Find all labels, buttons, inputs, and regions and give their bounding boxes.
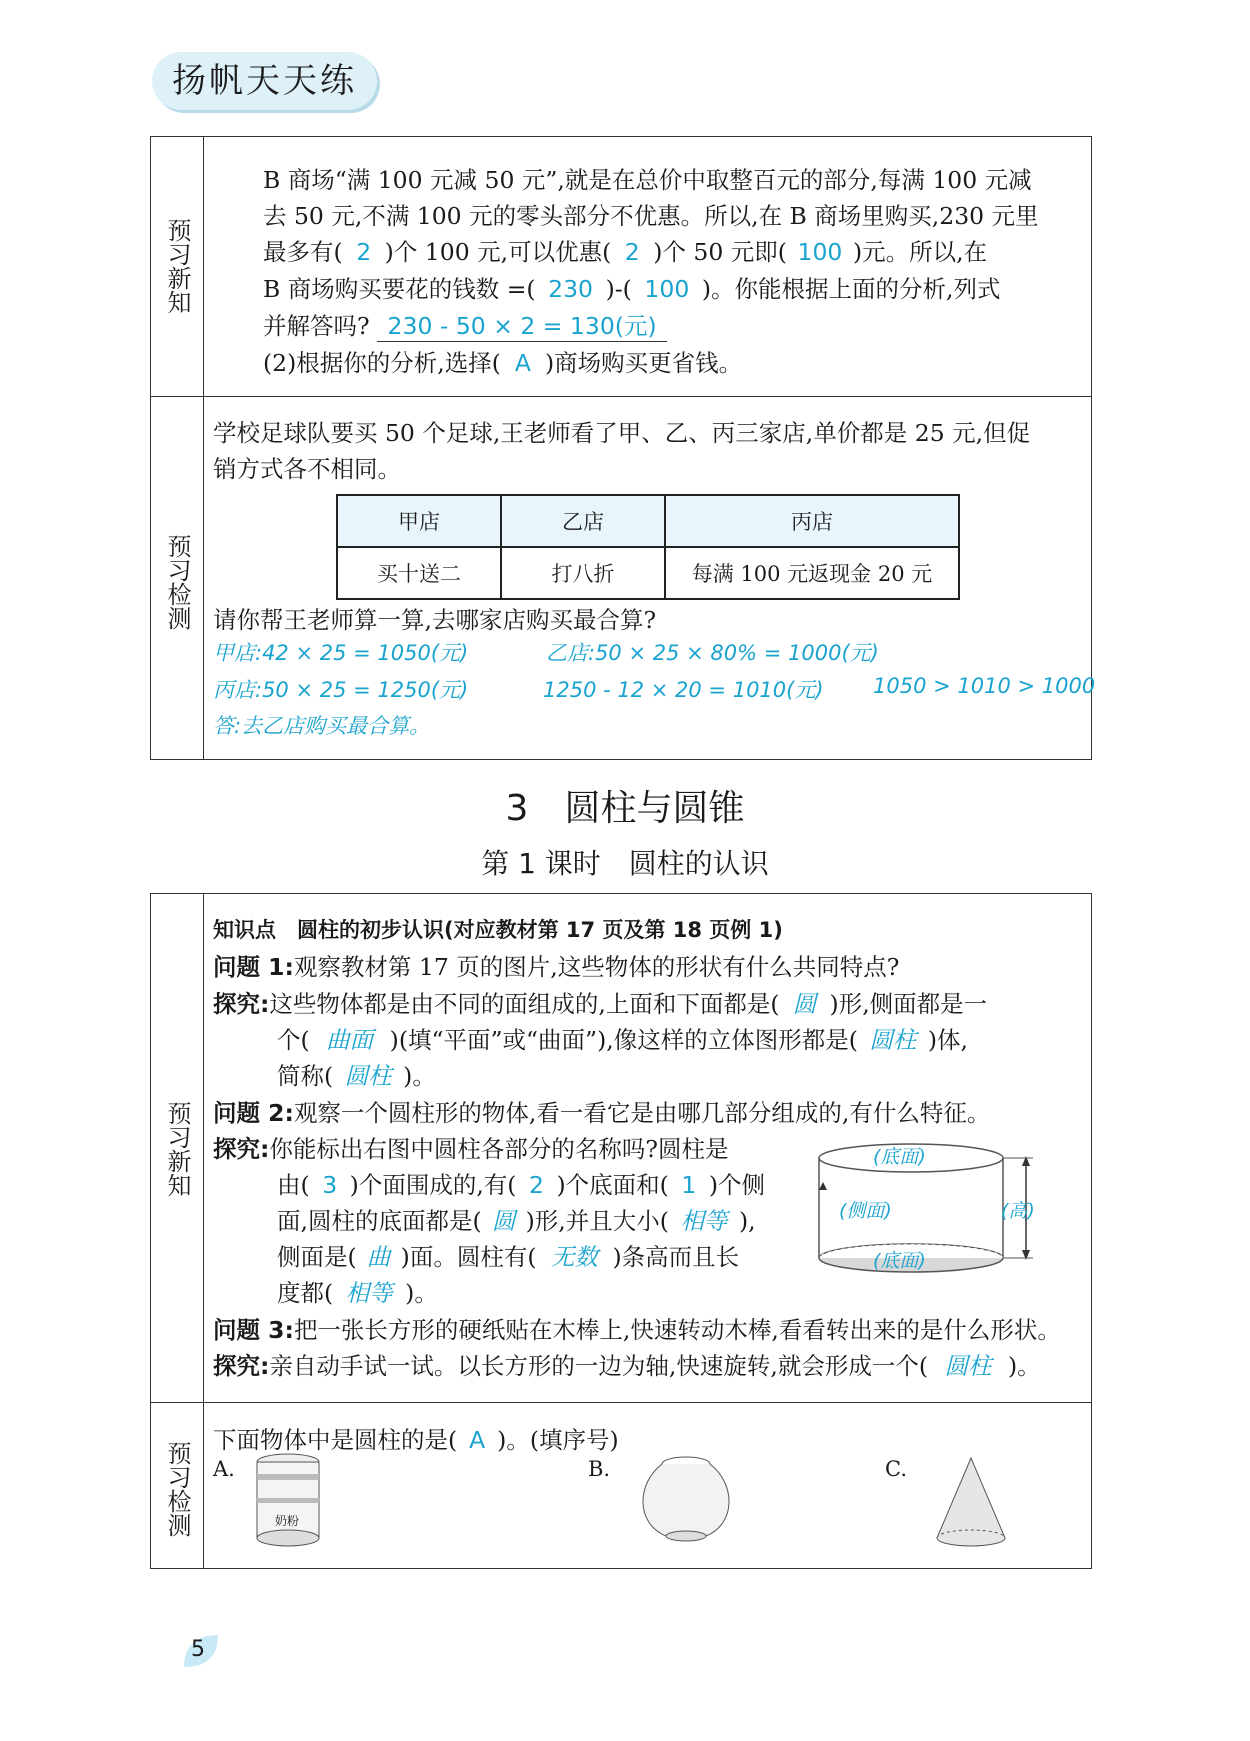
text: )。你能根据上面的分析,列式 — [701, 275, 1001, 303]
answer-line: 乙店:50 × 25 × 80% = 1000(元) — [546, 641, 879, 665]
text: )。 — [405, 1279, 438, 1307]
series-brand: 扬帆天天练 — [152, 52, 377, 110]
text: 下面物体中是圆柱的是( — [213, 1426, 458, 1454]
text: )个面围成的,有( — [349, 1171, 517, 1199]
text-line: 销方式各不相同。 — [213, 455, 401, 483]
text-line — [277, 1021, 968, 1055]
text-line: B 商场“满 100 元减 50 元”,就是在总价中取整百元的部分,每满 100 元减 — [263, 166, 1032, 194]
text-line — [277, 1166, 765, 1200]
text: )形,并且大小( — [525, 1207, 669, 1235]
text: 把一张长方形的硬纸贴在木棒上,快速转动木棒,看看转出来的是什么形状。 — [293, 1316, 1061, 1344]
text-line — [277, 1238, 739, 1272]
text: 由( — [277, 1171, 310, 1199]
text: 个( — [277, 1026, 310, 1054]
text: )。 — [1008, 1352, 1041, 1380]
text: 面,圆柱的底面都是( — [277, 1207, 482, 1235]
option-label-b: B. — [588, 1457, 611, 1481]
text-line — [277, 1057, 436, 1091]
text: )商场购买更省钱。 — [544, 349, 743, 377]
text: )(填“平面”或“曲面”),像这样的立体图形都是( — [389, 1026, 858, 1054]
table-cell: 打八折 — [501, 547, 665, 599]
cone-image — [931, 1454, 1011, 1550]
answer: 圆 — [491, 1207, 516, 1235]
text: 度都( — [277, 1279, 334, 1307]
answer: 无数 — [551, 1243, 599, 1271]
answer-line: 1050 > 1010 > 1000 — [873, 674, 1096, 698]
explore-tag: 探究: — [213, 1352, 270, 1380]
vase-drawing — [631, 1454, 741, 1546]
answer: 圆 — [792, 990, 817, 1018]
answer: A — [469, 1426, 486, 1454]
text: )体, — [927, 1026, 969, 1054]
answer: 圆柱 — [944, 1352, 992, 1380]
side-label-preview: 预习新知 — [163, 1101, 191, 1197]
answer: 曲面 — [326, 1026, 374, 1054]
option-label-a: A. — [213, 1457, 235, 1481]
table-header: 乙店 — [501, 495, 665, 547]
text-line — [277, 1274, 438, 1308]
answer: 2 — [624, 238, 640, 266]
text-line: 去 50 元,不满 100 元的零头部分不优惠。所以,在 B 商场里购买,230 元里 — [263, 202, 1039, 230]
milk-jar-image — [253, 1452, 323, 1548]
text: )形,侧面都是一 — [829, 990, 988, 1018]
question: 请你帮王老师算一算,去哪家店购买最合算? — [213, 606, 657, 634]
exercise-box-2 — [150, 893, 1092, 1569]
text-line — [213, 948, 899, 982]
answer-line: 1250 - 12 × 20 = 1010(元) — [543, 678, 824, 702]
text: 观察一个圆柱形的物体,看一看它是由哪几部分组成的,有什么特征。 — [293, 1099, 991, 1127]
text: 你能标出右图中圆柱各部分的名称吗?圆柱是 — [269, 1135, 729, 1163]
answer: 2 — [356, 238, 372, 266]
jar-drawing — [253, 1452, 323, 1548]
exercise-box-1 — [150, 136, 1096, 760]
promotion-table — [336, 494, 960, 600]
table-header-row — [337, 495, 959, 547]
text-line — [213, 1130, 729, 1164]
text: )条高而且长 — [612, 1243, 740, 1271]
answer-line: 丙店:50 × 25 = 1250(元) — [213, 678, 469, 702]
explore-tag: 探究: — [213, 1135, 270, 1163]
text: 亲自动手试一试。以长方形的一边为轴,快速旋转,就会形成一个( — [269, 1352, 929, 1380]
table-row — [337, 547, 959, 599]
text-line — [213, 1421, 619, 1455]
answer-line: 甲店:42 × 25 = 1050(元) — [213, 641, 469, 665]
knowledge-point: 知识点 圆柱的初步认识(对应教材第 17 页及第 18 页例 1) — [213, 918, 783, 942]
text-line — [277, 1202, 756, 1236]
chapter-title: 3 圆柱与圆锥 — [505, 788, 745, 829]
answer: 3 — [322, 1171, 338, 1199]
side-label-check: 预习检测 — [163, 534, 191, 630]
text: 并解答吗? — [263, 312, 370, 340]
section-divider — [151, 396, 1091, 397]
table-header: 丙店 — [665, 495, 959, 547]
text: 侧面是( — [277, 1243, 357, 1271]
text: (2)根据你的分析,选择( — [263, 349, 501, 377]
text: )个 50 元即( — [653, 238, 787, 266]
text: 这些物体都是由不同的面组成的,上面和下面都是( — [269, 990, 780, 1018]
option-label-c: C. — [885, 1457, 907, 1481]
text: )。(填序号) — [497, 1426, 619, 1454]
lesson-title: 第 1 课时 圆柱的认识 — [481, 847, 769, 880]
label-height: (高) — [1001, 1200, 1035, 1222]
text: )。 — [403, 1062, 436, 1090]
vase-image — [631, 1454, 741, 1546]
text: )个 100 元,可以优惠( — [384, 238, 612, 266]
text-line — [213, 1094, 990, 1128]
answer: 1 — [681, 1171, 697, 1199]
text-line — [213, 1311, 1061, 1345]
text: )个底面和( — [556, 1171, 669, 1199]
answer: 圆柱 — [344, 1062, 392, 1090]
text: B 商场购买要花的钱数 =( — [263, 275, 536, 303]
answer: 2 — [529, 1171, 544, 1199]
text: )个侧 — [708, 1171, 765, 1199]
question-tag: 问题 2: — [213, 1099, 294, 1127]
text-line — [263, 344, 742, 378]
label-lateral: (侧面) — [839, 1200, 892, 1222]
label-bottom-base: (底面) — [873, 1250, 926, 1272]
text: )元。所以,在 — [852, 238, 988, 266]
text: 简称( — [277, 1062, 334, 1090]
text-line — [213, 1347, 1041, 1381]
text: 观察教材第 17 页的图片,这些物体的形状有什么共同特点? — [293, 953, 900, 981]
text-line — [263, 233, 987, 267]
text: 最多有( — [263, 238, 343, 266]
text-line: 学校足球队要买 50 个足球,王老师看了甲、乙、丙三家店,单价都是 25 元,但促 — [213, 419, 1031, 447]
section-divider — [151, 1402, 1091, 1403]
text-line — [263, 307, 667, 342]
answer: 圆柱 — [869, 1026, 917, 1054]
table-cell: 买十送二 — [337, 547, 501, 599]
cone-drawing — [931, 1454, 1011, 1550]
text-line — [263, 270, 1001, 304]
answer-line: 答:去乙店购买最合算。 — [213, 714, 431, 738]
answer: 100 — [644, 275, 690, 303]
text-line — [213, 985, 987, 1019]
text: )面。圆柱有( — [400, 1243, 537, 1271]
cylinder-figure — [811, 1140, 1061, 1280]
text: ), — [738, 1207, 756, 1235]
answer: 230 — [548, 275, 593, 303]
side-label-preview: 预习新知 — [163, 218, 191, 314]
label-top-base: (底面) — [873, 1146, 926, 1168]
answer: A — [514, 349, 531, 377]
answer: 相等 — [680, 1207, 728, 1235]
question-tag: 问题 1: — [213, 953, 294, 981]
question-tag: 问题 3: — [213, 1316, 294, 1344]
jar-label: 奶粉 — [275, 1514, 300, 1528]
answer: 曲 — [366, 1243, 391, 1271]
answer: 相等 — [345, 1279, 393, 1307]
explore-tag: 探究: — [213, 990, 270, 1018]
text: )-( — [605, 275, 632, 303]
page-number-badge — [180, 1631, 220, 1671]
page-number: 5 — [191, 1637, 205, 1662]
table-header: 甲店 — [337, 495, 501, 547]
answer-equation: 230 - 50 × 2 = 130(元) — [377, 307, 667, 342]
table-cell: 每满 100 元返现金 20 元 — [665, 547, 959, 599]
answer: 100 — [797, 238, 843, 266]
side-label-check: 预习检测 — [163, 1441, 191, 1537]
